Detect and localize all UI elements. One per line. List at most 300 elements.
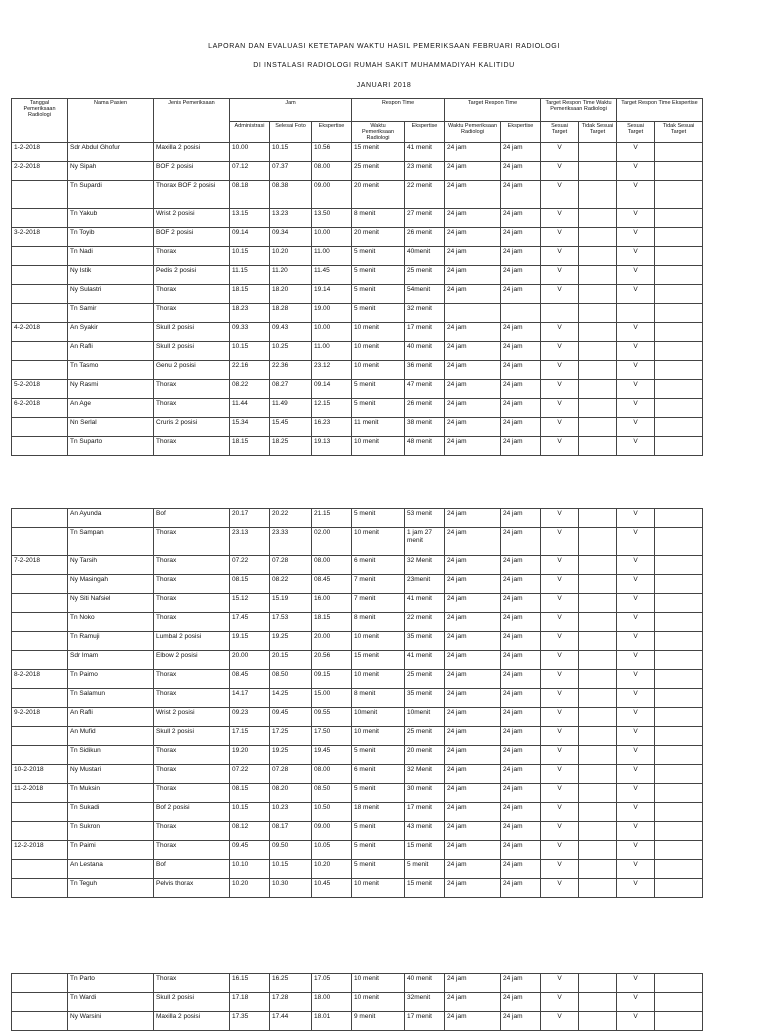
cell-administrasi: 08.15 [230,575,270,594]
cell-respon-ekspertise: 15 menit [405,841,445,860]
cell-target-waktu: 24 jam [445,323,501,342]
table-row [12,437,703,456]
cell-waktu-pemeriksaan: 5 menit [352,746,405,765]
cell-tanggal [12,209,68,228]
cell-respon-ekspertise: 20 menit [405,746,445,765]
cell-respon-ekspertise: 32 menit [405,304,445,323]
cell-target-ekspertise: 24 jam [501,974,541,993]
table-row [12,746,703,765]
cell-sesuai-target-1: V [541,399,579,418]
cell-target-ekspertise: 24 jam [501,509,541,528]
cell-target-waktu: 24 jam [445,670,501,689]
cell-nama-pasien: Ny Istik [68,266,154,285]
cell-jenis-pemeriksaan: Thorax [154,689,230,708]
cell-tidak-sesuai-target-1 [579,803,617,822]
cell-selesai-foto: 07.28 [270,556,312,575]
cell-target-waktu: 24 jam [445,632,501,651]
cell-sesuai-target-1: V [541,247,579,266]
cell-ekspertise: 10.56 [312,143,352,162]
cell-tanggal [12,860,68,879]
cell-target-ekspertise: 24 jam [501,860,541,879]
report-table-page-1 [11,98,703,456]
table-row [12,879,703,898]
cell-tidak-sesuai-target-1 [579,437,617,456]
cell-tanggal [12,974,68,993]
cell-target-waktu: 24 jam [445,209,501,228]
cell-selesai-foto: 18.25 [270,437,312,456]
cell-respon-ekspertise: 1 jam 27 menit [405,528,445,556]
col-jam: Jam [230,99,352,122]
cell-nama-pasien: Tn Muksin [68,784,154,803]
cell-respon-ekspertise: 43 menit [405,822,445,841]
table-row [12,860,703,879]
cell-administrasi: 11.44 [230,399,270,418]
cell-nama-pasien: Tn Sukron [68,822,154,841]
cell-jenis-pemeriksaan: Maxilla 2 posisi [154,1012,230,1031]
cell-nama-pasien: An Mufid [68,727,154,746]
cell-sesuai-target-2: V [617,342,655,361]
cell-target-waktu: 24 jam [445,342,501,361]
cell-jenis-pemeriksaan: Elbow 2 posisi [154,651,230,670]
cell-waktu-pemeriksaan: 10 menit [352,632,405,651]
cell-target-waktu: 24 jam [445,528,501,556]
cell-administrasi: 10.20 [230,879,270,898]
cell-target-ekspertise: 24 jam [501,879,541,898]
cell-selesai-foto: 09.34 [270,228,312,247]
cell-tanggal [12,689,68,708]
cell-tanggal [12,594,68,613]
cell-selesai-foto: 09.43 [270,323,312,342]
cell-ekspertise: 09.00 [312,181,352,209]
cell-ekspertise: 13.50 [312,209,352,228]
cell-tidak-sesuai-target-2 [655,509,703,528]
cell-waktu-pemeriksaan: 8 menit [352,209,405,228]
cell-tidak-sesuai-target-2 [655,841,703,860]
cell-waktu-pemeriksaan: 5 menit [352,380,405,399]
cell-respon-ekspertise: 10menit [405,708,445,727]
cell-tidak-sesuai-target-2 [655,594,703,613]
cell-ekspertise: 09.55 [312,708,352,727]
cell-selesai-foto: 08.22 [270,575,312,594]
cell-ekspertise: 10.45 [312,879,352,898]
cell-sesuai-target-2: V [617,822,655,841]
cell-sesuai-target-2: V [617,879,655,898]
cell-waktu-pemeriksaan: 10 menit [352,879,405,898]
col-tanggal: Tanggal Pemeriksaan Radiologi [12,99,68,143]
cell-sesuai-target-2: V [617,841,655,860]
col-tidak-sesuai-target-2: Tidak Sesuai Target [655,122,703,143]
cell-tidak-sesuai-target-2 [655,285,703,304]
cell-administrasi: 07.22 [230,765,270,784]
cell-waktu-pemeriksaan: 10menit [352,708,405,727]
cell-administrasi: 13.15 [230,209,270,228]
cell-selesai-foto: 19.25 [270,632,312,651]
cell-target-ekspertise: 24 jam [501,143,541,162]
cell-respon-ekspertise: 25 menit [405,670,445,689]
cell-target-waktu: 24 jam [445,860,501,879]
cell-tidak-sesuai-target-1 [579,594,617,613]
cell-respon-ekspertise: 5 menit [405,860,445,879]
cell-sesuai-target-2: V [617,632,655,651]
cell-tanggal [12,613,68,632]
report-period: JANUARI 2018 [356,82,412,89]
table-row [12,727,703,746]
col-ekspertise: Ekspertise [312,122,352,143]
cell-target-waktu: 24 jam [445,879,501,898]
cell-target-waktu: 24 jam [445,418,501,437]
cell-waktu-pemeriksaan: 5 menit [352,841,405,860]
cell-jenis-pemeriksaan: Thorax [154,247,230,266]
cell-sesuai-target-2: V [617,689,655,708]
cell-target-ekspertise: 24 jam [501,822,541,841]
cell-target-ekspertise: 24 jam [501,380,541,399]
cell-sesuai-target-2: V [617,209,655,228]
cell-nama-pasien: Sdr Abdul Ghofur [68,143,154,162]
cell-tanggal [12,528,68,556]
cell-administrasi: 18.15 [230,437,270,456]
cell-tidak-sesuai-target-2 [655,361,703,380]
table-row [12,285,703,304]
cell-tanggal [12,509,68,528]
cell-selesai-foto: 17.44 [270,1012,312,1031]
cell-jenis-pemeriksaan: Thorax [154,841,230,860]
cell-target-ekspertise: 24 jam [501,613,541,632]
cell-tidak-sesuai-target-2 [655,670,703,689]
col-target-respon-time: Target Respon Time [445,99,541,122]
cell-tanggal: 12-2-2018 [12,841,68,860]
cell-ekspertise: 18.15 [312,613,352,632]
cell-tidak-sesuai-target-2 [655,613,703,632]
cell-sesuai-target-2: V [617,765,655,784]
cell-ekspertise: 23.12 [312,361,352,380]
cell-tidak-sesuai-target-2 [655,162,703,181]
cell-waktu-pemeriksaan: 5 menit [352,399,405,418]
cell-sesuai-target-2: V [617,528,655,556]
cell-waktu-pemeriksaan: 6 menit [352,556,405,575]
cell-sesuai-target-2: V [617,993,655,1012]
cell-administrasi: 16.15 [230,974,270,993]
cell-tanggal [12,361,68,380]
cell-jenis-pemeriksaan: Skull 2 posisi [154,727,230,746]
cell-jenis-pemeriksaan: Pedis 2 posisi [154,266,230,285]
cell-target-ekspertise: 24 jam [501,727,541,746]
cell-ekspertise: 08.00 [312,765,352,784]
cell-sesuai-target-1: V [541,974,579,993]
cell-ekspertise: 10.50 [312,803,352,822]
cell-nama-pasien: Ny Rasmi [68,380,154,399]
cell-tanggal: 2-2-2018 [12,162,68,181]
cell-tidak-sesuai-target-1 [579,228,617,247]
cell-jenis-pemeriksaan: Thorax [154,556,230,575]
cell-nama-pasien: Tn Noko [68,613,154,632]
cell-ekspertise: 21.15 [312,509,352,528]
cell-ekspertise: 10.20 [312,860,352,879]
cell-tidak-sesuai-target-2 [655,689,703,708]
cell-tidak-sesuai-target-1 [579,746,617,765]
cell-tanggal [12,879,68,898]
cell-respon-ekspertise: 15 menit [405,879,445,898]
cell-jenis-pemeriksaan: Thorax [154,437,230,456]
cell-tidak-sesuai-target-1 [579,509,617,528]
cell-target-ekspertise: 24 jam [501,437,541,456]
cell-waktu-pemeriksaan: 5 menit [352,509,405,528]
cell-target-ekspertise: 24 jam [501,418,541,437]
cell-tidak-sesuai-target-1 [579,209,617,228]
cell-selesai-foto: 10.30 [270,879,312,898]
cell-tidak-sesuai-target-1 [579,784,617,803]
cell-selesai-foto: 08.17 [270,822,312,841]
cell-sesuai-target-2: V [617,575,655,594]
cell-waktu-pemeriksaan: 11 menit [352,418,405,437]
cell-target-waktu: 24 jam [445,266,501,285]
cell-sesuai-target-1: V [541,727,579,746]
cell-target-ekspertise: 24 jam [501,342,541,361]
cell-jenis-pemeriksaan: Genu 2 posisi [154,361,230,380]
cell-nama-pasien: Tn Samir [68,304,154,323]
cell-target-ekspertise: 24 jam [501,632,541,651]
table-row [12,304,703,323]
cell-administrasi: 18.15 [230,285,270,304]
cell-jenis-pemeriksaan: Thorax [154,575,230,594]
cell-jenis-pemeriksaan: Thorax [154,594,230,613]
cell-respon-ekspertise: 47 menit [405,380,445,399]
cell-tidak-sesuai-target-1 [579,418,617,437]
cell-selesai-foto: 18.20 [270,285,312,304]
cell-administrasi: 07.12 [230,162,270,181]
cell-tanggal: 7-2-2018 [12,556,68,575]
cell-respon-ekspertise: 40 menit [405,342,445,361]
cell-selesai-foto: 18.28 [270,304,312,323]
cell-tanggal [12,822,68,841]
cell-respon-ekspertise: 25 menit [405,727,445,746]
cell-jenis-pemeriksaan: BOF 2 posisi [154,228,230,247]
table-row [12,181,703,209]
cell-nama-pasien: Ny Warsini [68,1012,154,1031]
cell-tanggal: 5-2-2018 [12,380,68,399]
cell-target-waktu: 24 jam [445,247,501,266]
cell-ekspertise: 08.00 [312,162,352,181]
cell-administrasi: 17.45 [230,613,270,632]
cell-respon-ekspertise: 32menit [405,993,445,1012]
cell-tidak-sesuai-target-1 [579,380,617,399]
cell-target-ekspertise: 24 jam [501,228,541,247]
cell-sesuai-target-2: V [617,162,655,181]
cell-nama-pasien: Tn Paimi [68,841,154,860]
cell-tidak-sesuai-target-2 [655,323,703,342]
cell-waktu-pemeriksaan: 10 menit [352,528,405,556]
table-row [12,784,703,803]
cell-target-waktu: 24 jam [445,380,501,399]
cell-tanggal [12,285,68,304]
table-row [12,509,703,528]
cell-jenis-pemeriksaan: Thorax [154,670,230,689]
cell-nama-pasien: Tn Salamun [68,689,154,708]
cell-waktu-pemeriksaan: 15 menit [352,143,405,162]
cell-sesuai-target-1: V [541,651,579,670]
cell-waktu-pemeriksaan: 10 menit [352,323,405,342]
cell-tanggal: 8-2-2018 [12,670,68,689]
cell-tidak-sesuai-target-2 [655,860,703,879]
cell-sesuai-target-1: V [541,708,579,727]
cell-ekspertise: 10.00 [312,323,352,342]
cell-target-ekspertise: 24 jam [501,247,541,266]
cell-sesuai-target-1: V [541,784,579,803]
cell-respon-ekspertise: 25 menit [405,266,445,285]
cell-administrasi: 08.22 [230,380,270,399]
cell-target-ekspertise: 24 jam [501,765,541,784]
cell-target-waktu: 24 jam [445,509,501,528]
cell-tanggal [12,727,68,746]
cell-sesuai-target-1: V [541,509,579,528]
cell-sesuai-target-1: V [541,822,579,841]
cell-waktu-pemeriksaan: 7 menit [352,575,405,594]
cell-selesai-foto: 08.50 [270,670,312,689]
cell-sesuai-target-2: V [617,860,655,879]
cell-waktu-pemeriksaan: 10 menit [352,727,405,746]
cell-tanggal [12,993,68,1012]
cell-tanggal [12,342,68,361]
cell-tidak-sesuai-target-1 [579,860,617,879]
cell-sesuai-target-1: V [541,575,579,594]
cell-sesuai-target-1: V [541,181,579,209]
cell-target-waktu: 24 jam [445,399,501,418]
cell-ekspertise: 17.05 [312,974,352,993]
cell-target-waktu: 24 jam [445,803,501,822]
table-row [12,143,703,162]
table-row [12,323,703,342]
report-title: LAPORAN DAN EVALUASI KETETAPAN WAKTU HASIL PEMERIKSAAN FEBRUARI RADIOLOGI [208,43,560,50]
cell-respon-ekspertise: 41 menit [405,651,445,670]
cell-tanggal [12,651,68,670]
cell-target-waktu: 24 jam [445,784,501,803]
cell-jenis-pemeriksaan: Maxilla 2 posisi [154,143,230,162]
cell-target-ekspertise: 24 jam [501,803,541,822]
cell-selesai-foto: 17.28 [270,993,312,1012]
cell-selesai-foto: 10.15 [270,860,312,879]
cell-target-ekspertise: 24 jam [501,323,541,342]
cell-sesuai-target-1: V [541,437,579,456]
cell-jenis-pemeriksaan: Thorax [154,822,230,841]
cell-waktu-pemeriksaan: 20 menit [352,181,405,209]
cell-sesuai-target-1: V [541,266,579,285]
cell-administrasi: 17.35 [230,1012,270,1031]
cell-respon-ekspertise: 54menit [405,285,445,304]
cell-tidak-sesuai-target-1 [579,689,617,708]
col-nama-pasien: Nama Pasien [68,99,154,143]
cell-tanggal: 4-2-2018 [12,323,68,342]
cell-tidak-sesuai-target-1 [579,993,617,1012]
cell-jenis-pemeriksaan: Bof [154,860,230,879]
cell-target-ekspertise: 24 jam [501,708,541,727]
cell-target-waktu: 24 jam [445,746,501,765]
cell-tidak-sesuai-target-2 [655,879,703,898]
cell-tanggal [12,632,68,651]
cell-target-ekspertise: 24 jam [501,784,541,803]
cell-tanggal: 10-2-2018 [12,765,68,784]
cell-ekspertise: 18.00 [312,993,352,1012]
cell-tidak-sesuai-target-2 [655,651,703,670]
cell-tidak-sesuai-target-1 [579,247,617,266]
cell-target-waktu: 24 jam [445,556,501,575]
cell-tidak-sesuai-target-2 [655,209,703,228]
cell-tidak-sesuai-target-2 [655,266,703,285]
cell-sesuai-target-2: V [617,594,655,613]
cell-target-ekspertise: 24 jam [501,670,541,689]
cell-respon-ekspertise: 48 menit [405,437,445,456]
cell-sesuai-target-1: V [541,380,579,399]
cell-target-ekspertise: 24 jam [501,162,541,181]
cell-jenis-pemeriksaan: Thorax [154,285,230,304]
cell-sesuai-target-2: V [617,247,655,266]
cell-selesai-foto: 07.28 [270,765,312,784]
cell-sesuai-target-2: V [617,361,655,380]
cell-tidak-sesuai-target-2 [655,632,703,651]
cell-nama-pasien: Ny Tarsih [68,556,154,575]
cell-tidak-sesuai-target-2 [655,803,703,822]
cell-target-waktu: 24 jam [445,993,501,1012]
col-selesai-foto: Selesai Foto [270,122,312,143]
cell-tidak-sesuai-target-2 [655,181,703,209]
cell-tidak-sesuai-target-1 [579,822,617,841]
cell-nama-pasien: Tn Supardi [68,181,154,209]
cell-administrasi: 19.15 [230,632,270,651]
cell-sesuai-target-2: V [617,509,655,528]
cell-selesai-foto: 15.45 [270,418,312,437]
cell-sesuai-target-1: V [541,670,579,689]
cell-ekspertise: 19.13 [312,437,352,456]
cell-tidak-sesuai-target-2 [655,575,703,594]
cell-nama-pasien: Tn Yakub [68,209,154,228]
cell-respon-ekspertise: 26 menit [405,228,445,247]
cell-sesuai-target-1: V [541,228,579,247]
cell-sesuai-target-2: V [617,974,655,993]
cell-sesuai-target-2: V [617,181,655,209]
cell-waktu-pemeriksaan: 5 menit [352,822,405,841]
cell-ekspertise: 10.00 [312,228,352,247]
cell-target-ekspertise: 24 jam [501,266,541,285]
cell-target-waktu: 24 jam [445,651,501,670]
table-row [12,209,703,228]
cell-administrasi: 09.45 [230,841,270,860]
cell-selesai-foto: 22.36 [270,361,312,380]
cell-nama-pasien: Ny Mustari [68,765,154,784]
cell-administrasi: 09.23 [230,708,270,727]
cell-waktu-pemeriksaan: 10 menit [352,974,405,993]
cell-tidak-sesuai-target-2 [655,342,703,361]
cell-jenis-pemeriksaan: Lumbal 2 posisi [154,632,230,651]
cell-sesuai-target-1: V [541,323,579,342]
col-sesuai-target-1: Sesuai Target [541,122,579,143]
cell-selesai-foto: 09.45 [270,708,312,727]
cell-ekspertise: 20.00 [312,632,352,651]
cell-jenis-pemeriksaan: Skull 2 posisi [154,323,230,342]
cell-tidak-sesuai-target-1 [579,765,617,784]
cell-administrasi: 08.15 [230,784,270,803]
cell-sesuai-target-1 [541,304,579,323]
cell-tanggal: 1-2-2018 [12,143,68,162]
cell-sesuai-target-1: V [541,841,579,860]
cell-ekspertise: 08.45 [312,575,352,594]
cell-target-waktu: 24 jam [445,689,501,708]
cell-selesai-foto: 08.27 [270,380,312,399]
table-row [12,556,703,575]
cell-sesuai-target-2: V [617,727,655,746]
cell-tanggal [12,803,68,822]
cell-selesai-foto: 15.19 [270,594,312,613]
report-table-page-2 [11,508,703,898]
cell-nama-pasien: Ny Sipah [68,162,154,181]
cell-tidak-sesuai-target-2 [655,228,703,247]
